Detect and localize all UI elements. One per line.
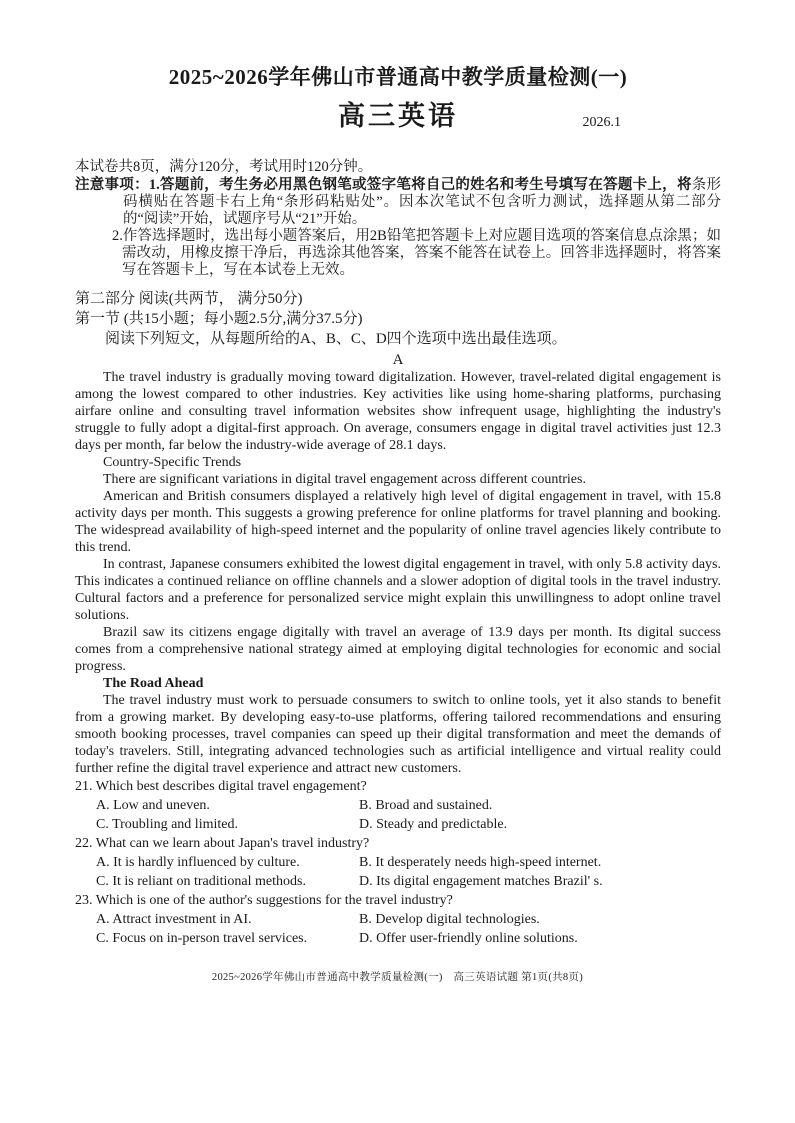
passage-paragraph-5: Brazil saw its citizens engage digitally with travel an average of 13.9 days per month. Its digital success comes from a comprehensive national strategy aimed at employing digital technologies for economic and social progress. [75, 625, 721, 674]
notice-item-1 [75, 177, 721, 228]
question-21-option-d: D. Steady and predictable. [359, 817, 508, 832]
question-23-options [75, 910, 721, 948]
question-21-options [75, 796, 721, 834]
question-21-option-a: A. Low and uneven. [96, 798, 210, 813]
section-directions: 阅读下列短文，从每题所给的A、B、C、D四个选项中选出最佳选项。 [105, 331, 567, 347]
question-22-stem: 22. What can we learn about Japan's travel industry? [75, 836, 370, 851]
question-22-option-c: C. It is reliant on traditional methods. [96, 874, 306, 889]
question-21 [75, 777, 721, 834]
question-22-option-a: A. It is hardly influenced by culture. [96, 855, 300, 870]
question-23-option-b: B. Develop digital technologies. [359, 912, 540, 927]
question-23-stem: 23. Which is one of the author's suggestions for the travel industry? [75, 893, 453, 908]
notice-item-1-rest: 条形码横贴在答题卡右上角“条形码粘贴处”。因本次笔试不包含听力测试，选择题从第二部分的“阅读”开始，试题序号从“21”开始。 [123, 177, 722, 227]
question-21-option-c: C. Troubling and limited. [96, 817, 238, 832]
question-23-option-c: C. Focus on in-person travel services. [96, 931, 308, 946]
passage-heading-road-ahead: The Road Ahead [103, 676, 204, 691]
paper-summary: 本试卷共8页，满分120分，考试用时120分钟。 [75, 159, 373, 175]
question-21-stem: 21. Which best describes digital travel engagement? [75, 779, 367, 794]
passage-paragraph-6: The travel industry must work to persuade consumers to switch to online tools, yet it also stands to benefit from a growing market. By developing easy-to-use platforms, offering tailored recommendations and ensuring smooth booking processes, travel companies can speed up their digital transformation and meet the demands of today's travelers. Still, integrating advanced technologies such as artificial intelligence and virtual reality could further refine the digital travel experience and attract new customers. [75, 693, 721, 776]
exam-date: 2026.1 [582, 115, 621, 130]
question-22-option-d: D. Its digital engagement matches Brazil' s. [359, 874, 603, 889]
passage-paragraph-1: The travel industry is gradually moving toward digitalization. However, travel-related digital engagement is among the lowest compared to other industries. Key activities like using home-sharing platforms, purchasing airfare online and consulting travel information websites show infrequent usage, highlighting the industry's struggle to fully adopt a digital-first approach. On average, consumers engage in digital travel activities just 12.3 days per month, far below the industry-wide average of 28.1 days. [75, 370, 721, 453]
question-21-option-b: B. Broad and sustained. [359, 798, 493, 813]
subject-title: 高三英语 [338, 101, 458, 131]
question-23-option-a: A. Attract investment in AI. [96, 912, 252, 927]
passage-paragraph-3: American and British consumers displayed a relatively high level of digital engagement in travel, with 15.8 activity days per month. This suggests a growing preference for online platforms for travel planning and booking. The widespread availability of high-speed internet and the popularity of online travel agencies likely contribute to this trend. [75, 489, 721, 555]
page-footer: 2025~2026学年佛山市普通高中教学质量检测(一) 高三英语试题 第1页(共8页) [211, 972, 584, 983]
passage-heading-country-trends: Country-Specific Trends [103, 455, 242, 470]
notice-item-1-bold: 注意事项：1.答题前，考生务必用黑色钢笔或签字笔将自己的姓名和考生号填写在答题卡上，将 [75, 177, 692, 193]
subject-row [75, 94, 721, 134]
part-title: 第二部分 阅读(共两节， 满分50分) [75, 291, 303, 307]
passage-label: A [392, 352, 404, 368]
question-22-options [75, 853, 721, 891]
notice-item-2: 2.作答选择题时，选出每小题答案后，用2B铅笔把答题卡上对应题目选项的答案信息点涂黑；如需改动，用橡皮擦干净后，再选涂其他答案，答案不能答在试卷上。回答非选择题时，将答案写在答题卡上，写在本试卷上无效。 [112, 228, 721, 278]
question-22-option-b: B. It desperately needs high-speed internet. [359, 855, 602, 870]
subsection-title: 第一节 (共15小题；每小题2.5分,满分37.5分) [75, 311, 363, 327]
question-23-option-d: D. Offer user-friendly online solutions. [359, 931, 578, 946]
question-22 [75, 834, 721, 891]
passage-paragraph-4: In contrast, Japanese consumers exhibited the lowest digital engagement in travel, with only 5.8 activity days. This indicates a continued reliance on offline channels and a slower adoption of digital tools in the travel industry. Cultural factors and a preference for personalized service might explain this unwillingness to adopt online travel solutions. [75, 557, 721, 623]
question-23 [75, 891, 721, 948]
exam-title: 2025~2026学年佛山市普通高中教学质量检测(一) [168, 65, 628, 89]
passage-paragraph-2: There are significant variations in digital travel engagement across different countries. [103, 472, 586, 487]
